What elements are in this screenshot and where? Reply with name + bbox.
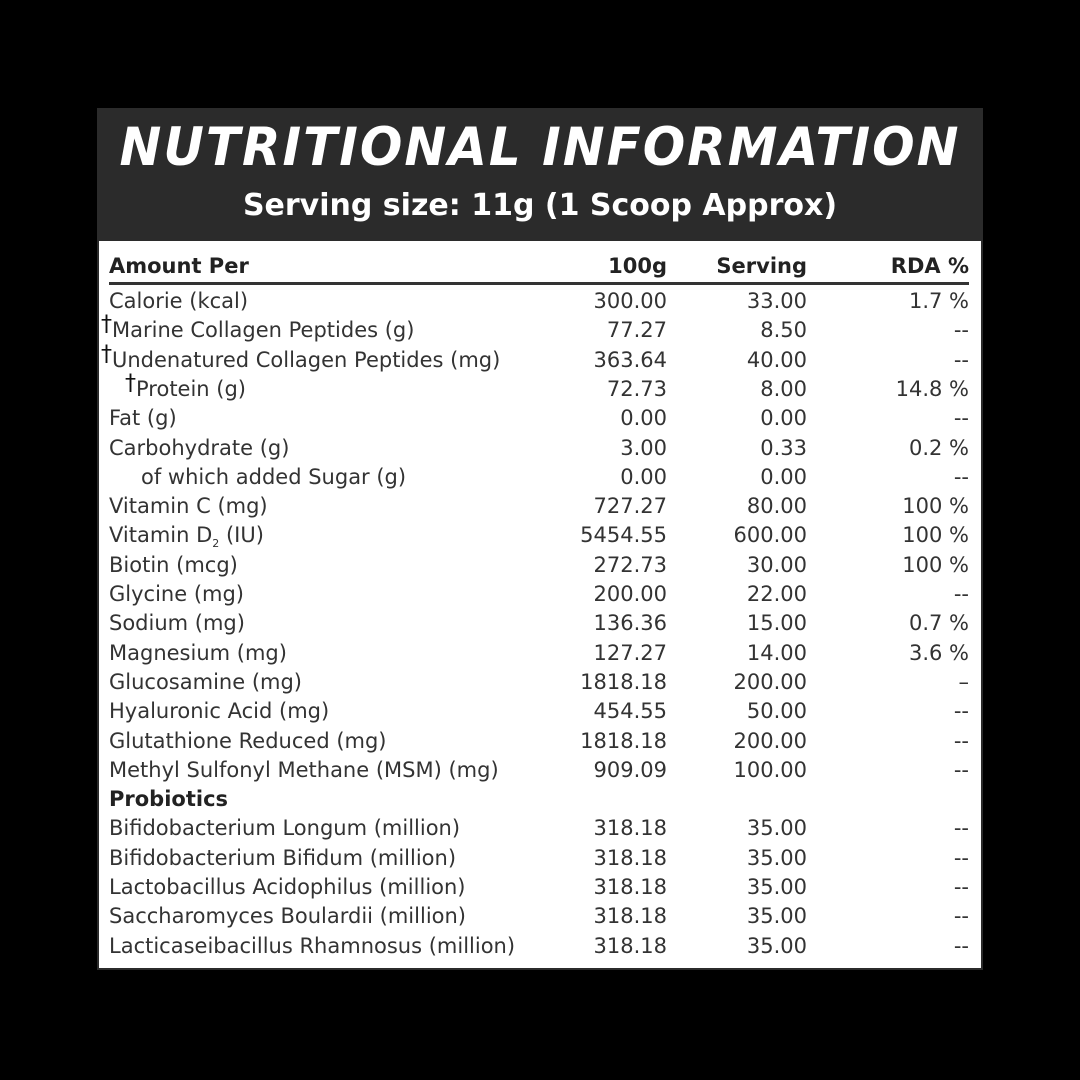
nutrient-label: Bifidobacterium Longum (million) [109, 816, 461, 841]
value-per-100g: 77.27 [606, 318, 667, 343]
table-row [109, 932, 969, 961]
nutrient-name [109, 639, 287, 668]
value-per-100g: 127.27 [593, 640, 667, 665]
value-per-serving: 33.00 [746, 289, 807, 313]
col-100g: 100g [608, 254, 667, 278]
nutrient-label: Lacticaseibacillus Rhamnosus (million) [109, 933, 516, 958]
value-per-100g: 1818.18 [580, 728, 667, 753]
nutrient-label: Magnesium (mg) [109, 640, 287, 665]
value-per-serving: 35.00 [746, 933, 807, 958]
value-per-serving: 40.00 [746, 347, 807, 372]
value-per-serving: 35.00 [746, 816, 807, 841]
nutrient-name [109, 756, 499, 785]
value-per-100g: 136.36 [593, 611, 667, 636]
value-per-serving: 35.00 [746, 904, 807, 929]
section-heading [109, 785, 969, 814]
value-per-100g: 909.09 [593, 757, 667, 782]
table-row [109, 727, 969, 756]
value-per-100g: 318.18 [593, 875, 667, 899]
nutrient-label: Vitamin D [109, 523, 213, 548]
value-rda: -- [953, 699, 969, 724]
value-rda: 100 % [902, 494, 969, 519]
value-per-serving: 0.00 [760, 464, 807, 489]
nutrient-label: Hyaluronic Acid (mg) [109, 699, 330, 724]
table-row [109, 668, 969, 697]
table-row [109, 639, 969, 668]
nutrient-label: Methyl Sulfonyl Methane (MSM) (mg) [109, 757, 499, 782]
value-per-100g: 200.00 [593, 582, 667, 606]
nutrient-label: Glutathione Reduced (mg) [109, 728, 387, 753]
nutrient-label: Carbohydrate (g) [109, 435, 290, 460]
nutrient-name [109, 873, 466, 902]
value-per-100g: 318.18 [593, 845, 667, 870]
value-rda: 100 % [902, 523, 969, 548]
value-per-serving: 14.00 [746, 640, 807, 665]
table-row [101, 341, 969, 375]
table-row [109, 404, 969, 433]
dagger-icon: † [101, 341, 112, 367]
nutrient-name [109, 902, 466, 931]
nutrient-label: of which added Sugar (g) [141, 464, 407, 489]
nutrient-label: Calorie (kcal) [109, 289, 249, 313]
value-per-serving: 0.00 [760, 406, 807, 431]
nutrient-label: Protein (g) [136, 376, 247, 401]
value-per-100g: 72.73 [606, 376, 667, 401]
nutrient-name [109, 932, 515, 961]
value-per-serving: 35.00 [746, 845, 807, 870]
col-rda: RDA % [890, 254, 969, 278]
table-header [109, 250, 969, 282]
nutrient-label: Lactobacillus Acidophilus (million) [109, 875, 466, 899]
nutrient-label: Fat (g) [109, 406, 177, 431]
nutrient-label: Biotin (mcg) [109, 552, 238, 577]
value-per-100g: 727.27 [593, 494, 667, 519]
nutrient-label: Probiotics [109, 787, 229, 812]
nutrient-label: Undenatured Collagen Peptides (mg) [112, 347, 501, 372]
value-per-serving: 600.00 [733, 523, 807, 548]
dagger-icon: † [101, 312, 112, 338]
nutrient-name [109, 697, 329, 726]
dagger-icon: † [125, 370, 136, 396]
nutrient-unit: (IU) [219, 523, 264, 548]
value-rda: -- [953, 347, 969, 372]
nutrient-label: Sodium (mg) [109, 611, 245, 636]
table-row [109, 697, 969, 726]
value-rda: -- [953, 728, 969, 753]
nutrient-name [109, 551, 238, 580]
nutrient-name [109, 492, 268, 521]
value-rda: -- [953, 464, 969, 489]
nutrient-name [109, 668, 302, 697]
col-serving: Serving [716, 254, 807, 278]
value-per-100g: 3.00 [620, 435, 667, 460]
nutrient-name [109, 580, 244, 609]
value-rda: -- [953, 816, 969, 841]
value-rda: – [958, 669, 969, 694]
nutrition-panel [97, 108, 983, 970]
value-per-100g: 363.64 [593, 347, 667, 372]
table-row [109, 814, 969, 843]
nutrient-name [109, 287, 248, 316]
col-amount-per: Amount Per [109, 254, 249, 278]
nutrient-name [101, 341, 501, 375]
value-per-serving: 35.00 [746, 875, 807, 899]
table-row [109, 551, 969, 580]
value-per-serving: 8.50 [760, 318, 807, 343]
value-rda: -- [953, 933, 969, 958]
nutrient-label: Glycine (mg) [109, 582, 244, 606]
value-per-100g: 318.18 [593, 816, 667, 841]
value-rda: 1.7 % [908, 289, 969, 313]
value-per-serving: 100.00 [733, 757, 807, 782]
value-per-serving: 80.00 [746, 494, 807, 519]
nutrient-label: Vitamin C (mg) [109, 494, 268, 519]
value-per-100g: 1818.18 [580, 669, 667, 694]
value-per-serving: 30.00 [746, 552, 807, 577]
nutrient-name [109, 844, 456, 873]
value-per-serving: 15.00 [746, 611, 807, 636]
table-row [109, 844, 969, 873]
table-row [109, 434, 969, 463]
table-row [109, 873, 969, 902]
value-rda: -- [953, 875, 969, 899]
nutrient-label: Glucosamine (mg) [109, 669, 302, 694]
value-rda: -- [953, 845, 969, 870]
nutrient-name [109, 785, 228, 814]
value-per-100g: 454.55 [593, 699, 667, 724]
nutrient-name [109, 404, 177, 433]
value-per-100g: 318.18 [593, 904, 667, 929]
panel-header [99, 110, 981, 241]
nutrient-name [109, 727, 387, 756]
value-per-100g: 5454.55 [580, 523, 667, 548]
value-per-100g: 0.00 [620, 406, 667, 431]
value-rda: -- [953, 757, 969, 782]
value-rda: 100 % [902, 552, 969, 577]
value-per-100g: 300.00 [593, 289, 667, 313]
value-rda: -- [953, 904, 969, 929]
page-title: NUTRITIONAL INFORMATION [119, 116, 961, 178]
table-row [109, 756, 969, 785]
value-per-100g: 318.18 [593, 933, 667, 958]
nutrient-name [101, 312, 415, 345]
header-divider [109, 282, 969, 285]
value-per-serving: 22.00 [746, 582, 807, 606]
table-row [109, 370, 969, 404]
table-row [101, 312, 969, 345]
nutrient-label: Bifidobacterium Bifidum (million) [109, 845, 457, 870]
value-rda: 3.6 % [908, 640, 969, 665]
table-row [109, 609, 969, 638]
table-row [109, 521, 969, 550]
table-row [109, 902, 969, 931]
serving-size: Serving size: 11g (1 Scoop Approx) [242, 188, 838, 223]
table-row [109, 492, 969, 521]
table-row [109, 287, 969, 316]
value-per-serving: 200.00 [733, 669, 807, 694]
value-per-serving: 0.33 [760, 435, 807, 460]
nutrient-label: Saccharomyces Boulardii (million) [109, 904, 466, 929]
value-per-serving: 50.00 [746, 699, 807, 724]
subscript: 2 [212, 537, 220, 551]
value-rda: -- [953, 582, 969, 606]
value-rda: -- [953, 406, 969, 431]
nutrient-name [125, 370, 247, 404]
table-row [109, 580, 969, 609]
value-per-serving: 200.00 [733, 728, 807, 753]
nutrient-label: Marine Collagen Peptides (g) [112, 318, 415, 343]
value-rda: 14.8 % [895, 376, 969, 401]
nutrient-name [141, 463, 406, 492]
value-per-serving: 8.00 [760, 376, 807, 401]
nutrient-name [109, 609, 245, 638]
value-rda: 0.2 % [908, 435, 969, 460]
value-per-100g: 272.73 [593, 552, 667, 577]
nutrient-name [109, 814, 460, 843]
nutrient-name [109, 434, 289, 463]
table-row [109, 463, 969, 492]
value-per-100g: 0.00 [620, 464, 667, 489]
value-rda: -- [953, 318, 969, 343]
value-rda: 0.7 % [908, 611, 969, 636]
